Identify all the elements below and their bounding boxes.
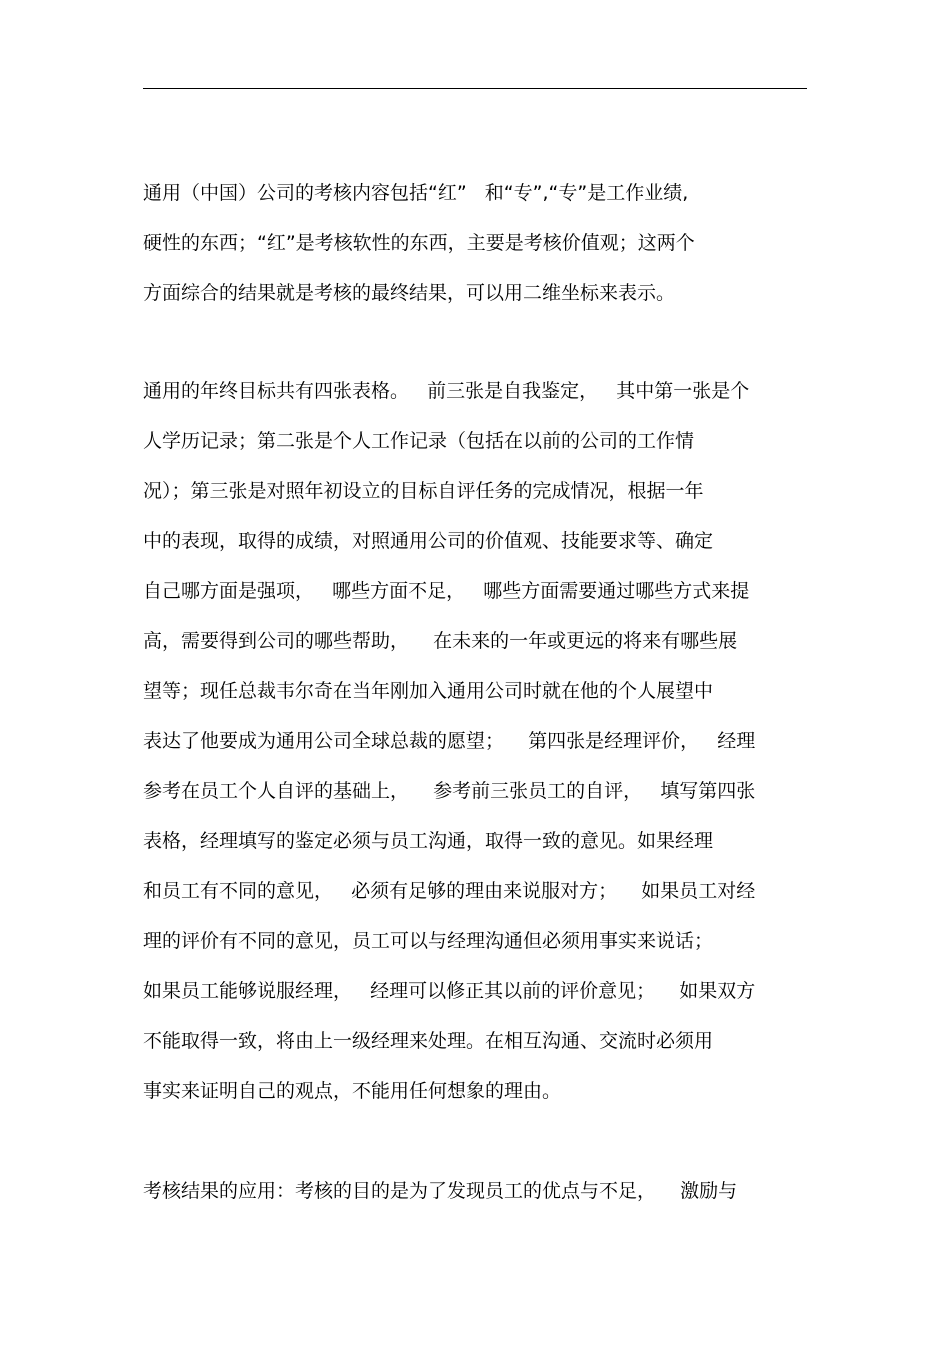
paragraph-2-line-15: 事实来证明自己的观点，不能用任何想象的理由。 [143, 1080, 562, 1102]
header-rule [143, 88, 807, 89]
paragraph-3-line-1: 考核结果的应用：考核的目的是为了发现员工的优点与不足， 激励与 [143, 1180, 738, 1202]
paragraph-1-line-2: 硬性的东西；“红”是考核软性的东西，主要是考核价值观；这两个 [143, 232, 695, 254]
paragraph-1-line-1: 通用（中国）公司的考核内容包括“红” 和“专”,“专”是工作业绩, [143, 182, 689, 204]
paragraph-2-line-8: 表达了他要成为通用公司全球总裁的愿望； 第四张是经理评价， 经理 [143, 730, 756, 752]
paragraph-1-line-3: 方面综合的结果就是考核的最终结果，可以用二维坐标来表示。 [143, 282, 676, 304]
paragraph-2-line-7: 望等；现任总裁韦尔奇在当年刚加入通用公司时就在他的个人展望中 [143, 680, 714, 702]
paragraph-2-line-1: 通用的年终目标共有四张表格。 前三张是自我鉴定， 其中第一张是个 [143, 380, 750, 402]
paragraph-2-line-12: 理的评价有不同的意见，员工可以与经理沟通但必须用事实来说话； [143, 930, 714, 952]
paragraph-2-line-6: 高，需要得到公司的哪些帮助， 在未来的一年或更远的将来有哪些展 [143, 630, 738, 652]
paragraph-2-line-9: 参考在员工个人自评的基础上， 参考前三张员工的自评， 填写第四张 [143, 780, 756, 802]
paragraph-2-line-3: 况）；第三张是对照年初设立的目标自评任务的完成情况，根据一年 [143, 480, 704, 502]
paragraph-2-line-10: 表格，经理填写的鉴定必须与员工沟通，取得一致的意见。如果经理 [143, 830, 714, 852]
paragraph-2-line-4: 中的表现，取得的成绩，对照通用公司的价值观、技能要求等、确定 [143, 530, 714, 552]
paragraph-2-line-14: 不能取得一致，将由上一级经理来处理。在相互沟通、交流时必须用 [143, 1030, 714, 1052]
paragraph-2-line-2: 人学历记录；第二张是个人工作记录（包括在以前的公司的工作情 [143, 430, 695, 452]
paragraph-2-line-5: 自己哪方面是强项， 哪些方面不足， 哪些方面需要通过哪些方式来提 [143, 580, 750, 602]
paragraph-2-line-11: 和员工有不同的意见， 必须有足够的理由来说服对方； 如果员工对经 [143, 880, 756, 902]
paragraph-2-line-13: 如果员工能够说服经理， 经理可以修正其以前的评价意见； 如果双方 [143, 980, 756, 1002]
